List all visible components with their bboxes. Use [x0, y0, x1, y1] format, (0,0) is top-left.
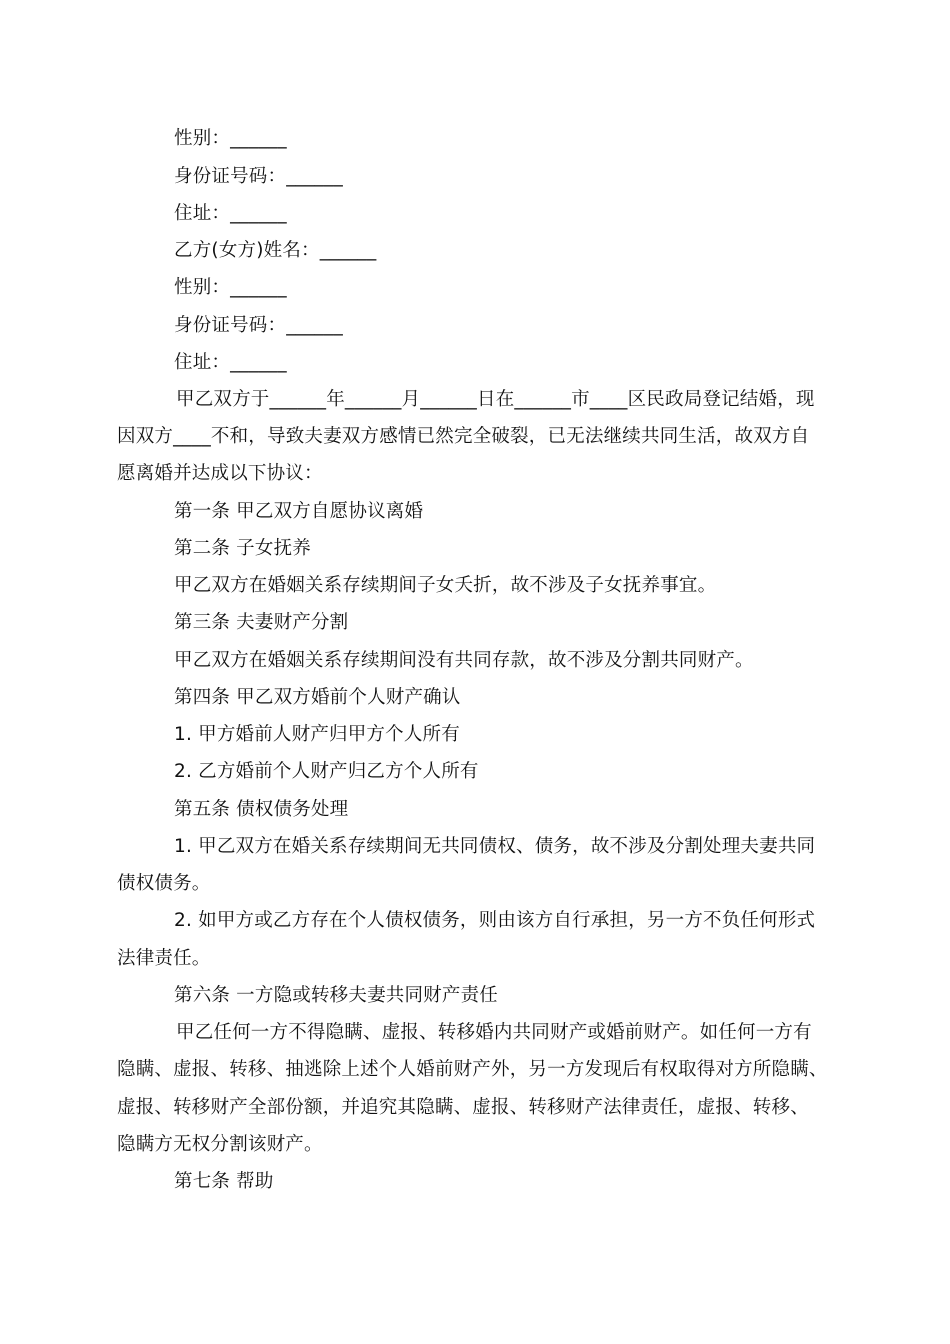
article-5-item-1-line-2: 债权债务。 [117, 873, 211, 894]
article-5-item-1-line-1: 1. 甲乙双方在婚关系存续期间无共同债权、债务，故不涉及分割处理夫妻共同 [174, 836, 816, 857]
article-5-item-2-line-1: 2. 如甲方或乙方存在个人债权债务，则由该方自行承担，另一方不负任何形式 [174, 910, 816, 931]
party-b-id-number-line: 身份证号码：______ [174, 315, 343, 336]
article-3-body: 甲乙双方在婚姻关系存续期间没有共同存款，故不涉及分割共同财产。 [174, 650, 754, 671]
article-1-heading: 第一条 甲乙双方自愿协议离婚 [174, 501, 424, 522]
party-b-name-line: 乙方(女方)姓名：______ [174, 240, 377, 261]
marriage-paragraph-line-3: 愿离婚并达成以下协议： [117, 463, 323, 484]
article-4-heading: 第四条 甲乙双方婚前个人财产确认 [174, 687, 461, 708]
article-4-item-2: 2. 乙方婚前个人财产归乙方个人所有 [174, 761, 479, 782]
party-a-address-line: 住址：______ [174, 203, 287, 224]
party-a-id-number-line: 身份证号码：______ [174, 166, 343, 187]
article-3-heading: 第三条 夫妻财产分割 [174, 612, 349, 633]
article-6-body-line-3: 虚报、转移财产全部份额，并追究其隐瞒、虚报、转移财产法律责任，虚报、转移、 [117, 1097, 809, 1118]
marriage-paragraph-line-2: 因双方____不和，导致夫妻双方感情已然完全破裂，已无法继续共同生活，故双方自 [117, 426, 810, 447]
party-b-address-line: 住址：______ [174, 352, 287, 373]
article-6-body-line-2: 隐瞒、虚报、转移、抽逃除上述个人婚前财产外，另一方发现后有权取得对方所隐瞒、 [117, 1059, 828, 1080]
article-5-item-2-line-2: 法律责任。 [117, 948, 211, 969]
article-6-body-line-1: 甲乙任何一方不得隐瞒、虚报、转移婚内共同财产或婚前财产。如任何一方有 [176, 1022, 812, 1043]
article-2-body: 甲乙双方在婚姻关系存续期间子女夭折，故不涉及子女抚养事宜。 [174, 575, 717, 596]
party-a-gender-line: 性别：______ [174, 128, 287, 149]
article-7-heading: 第七条 帮助 [174, 1171, 274, 1192]
party-b-gender-line: 性别：______ [174, 277, 287, 298]
article-5-heading: 第五条 债权债务处理 [174, 799, 349, 820]
marriage-paragraph-line-1: 甲乙双方于______年______月______日在______市____区民政局登记结婚，现 [176, 389, 815, 410]
article-6-body-line-4: 隐瞒方无权分割该财产。 [117, 1134, 323, 1155]
article-2-heading: 第二条 子女抚养 [174, 538, 311, 559]
article-4-item-1: 1. 甲方婚前人财产归甲方个人所有 [174, 724, 460, 745]
article-6-heading: 第六条 一方隐或转移夫妻共同财产责任 [174, 985, 498, 1006]
